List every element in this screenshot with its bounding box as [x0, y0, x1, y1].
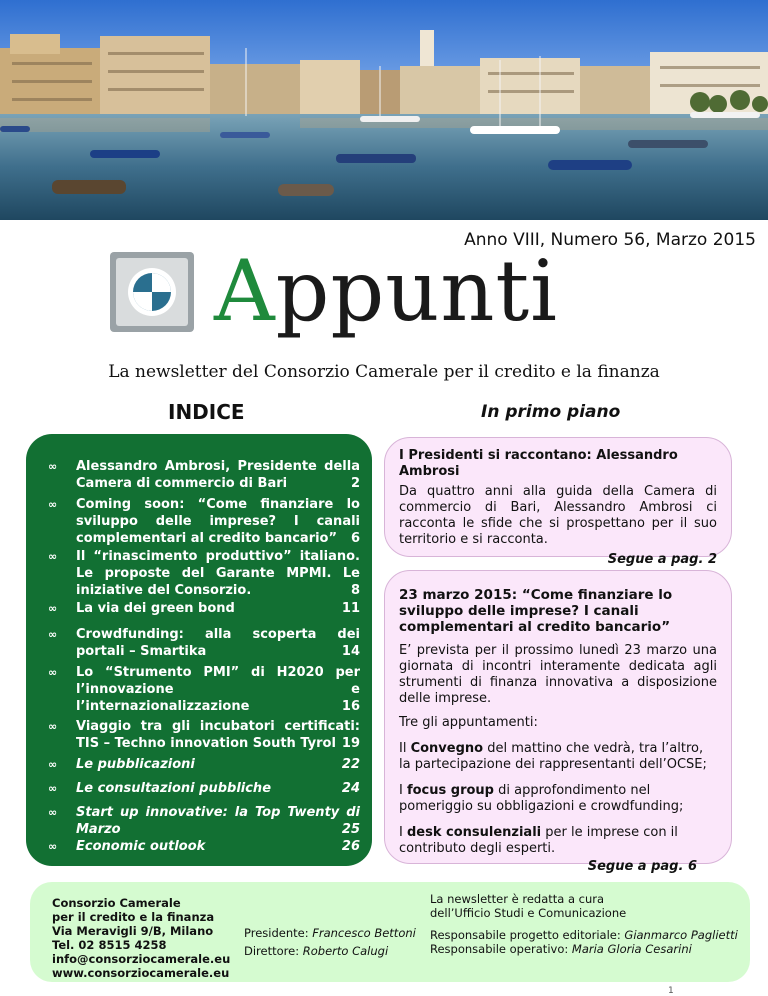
bullet-icon: ∞ — [48, 666, 58, 679]
index-item[interactable]: ∞ Alessandro Ambrosi, Presidente della Camera di commercio di Bari 2 — [48, 459, 360, 491]
index-item[interactable]: ∞ Coming soon: “Come finanziare lo sviluppo delle imprese? I canali complementari al credito bancario” 6 — [48, 497, 360, 546]
event-item: Il Convegno del mattino che vedrà, tra l’altro, la partecipazione dei rappresentanti dell’OCSE; — [399, 741, 707, 772]
website-link[interactable]: www.consorziocamerale.eu — [52, 966, 230, 980]
issue-info: Anno VIII, Numero 56, Marzo 2015 — [464, 230, 756, 250]
feature-body: Da quattro anni alla guida della Camera di commercio di Bari, Alessandro Ambrosi ci racconta le sfide che si prospettano per il suo territorio e si racconta. — [399, 484, 717, 547]
continue-link[interactable]: Segue a pag. 6 — [587, 859, 697, 874]
presidente-line: Presidente: Francesco Bettoni — [244, 926, 416, 940]
index-item[interactable]: ∞ Viaggio tra gli incubatori certificati: TIS – Techno innovation South Tyrol 19 — [48, 719, 360, 751]
page-number: 1 — [668, 986, 674, 996]
editorial-credits: La newsletter è redatta a cura dell’Ufficio Studi e Comunicazione Responsabile progetto editoriale: Gianmarco Paglietti Responsabile operativo: Maria Gloria Cesarini — [430, 892, 738, 956]
index-item[interactable]: ∞ Lo “Strumento PMI” di H2020 per l’innovazione e l’internazionalizzazione 16 — [48, 665, 360, 714]
direttore-line: Direttore: Roberto Calugi — [244, 944, 389, 958]
organization-contacts: Consorzio Camerale per il credito e la finanza Via Meravigli 9/B, Milano Tel. 02 8515 4258 info@consorziocamerale.eu www.consorziocamerale.eu — [52, 896, 231, 980]
editorial-manager: Responsabile progetto editoriale: Gianmarco Paglietti — [430, 928, 738, 942]
feature-intro: Tre gli appuntamenti: — [399, 715, 538, 730]
feature-box-convegno — [384, 570, 732, 874]
index-item[interactable]: ∞ Il “rinascimento produttivo” italiano. Le proposte del Garante MPMI. Le iniziative del Consorzio. 8 — [48, 549, 360, 598]
bullet-icon: ∞ — [48, 498, 58, 511]
index-item[interactable]: ∞ Economic outlook 26 — [48, 839, 360, 854]
index-panel — [26, 434, 372, 866]
bullet-icon: ∞ — [48, 840, 58, 853]
feature-title: 23 marzo 2015: “Come finanziare lo sviluppo delle imprese? I canali complementari al credito bancario” — [399, 587, 673, 635]
index-heading: INDICE — [168, 400, 245, 424]
harbor-photo — [0, 0, 768, 220]
bullet-icon: ∞ — [48, 460, 58, 473]
bullet-icon: ∞ — [48, 806, 58, 819]
title-rest: ppunti — [275, 242, 559, 340]
newsletter-title — [214, 242, 559, 340]
bullet-icon: ∞ — [48, 782, 58, 795]
title-initial: A — [214, 242, 276, 340]
bullet-icon: ∞ — [48, 550, 58, 563]
index-item[interactable]: ∞ Le consultazioni pubbliche 24 — [48, 781, 360, 796]
logo-icon — [110, 252, 194, 332]
bullet-icon: ∞ — [48, 602, 58, 615]
feature-title: I Presidenti si raccontano: Alessandro Ambrosi — [399, 448, 678, 479]
highlights-heading: In primo piano — [481, 402, 621, 422]
bullet-icon: ∞ — [48, 720, 58, 733]
footer — [30, 882, 750, 982]
event-item: I desk consulenziali per le imprese con il contributo degli esperti. — [399, 825, 678, 856]
index-item[interactable]: ∞ Le pubblicazioni 22 — [48, 757, 360, 772]
feature-body: E’ prevista per il prossimo lunedì 23 marzo una giornata di incontri interamente dedicata agli strumenti di finanza innovativa a disposizione delle imprese. — [399, 643, 717, 706]
tagline: La newsletter del Consorzio Camerale per il credito e la finanza — [108, 362, 660, 382]
index-item[interactable]: ∞ Start up innovative: la Top Twenty di Marzo 25 — [48, 805, 360, 837]
continue-link[interactable]: Segue a pag. 2 — [607, 552, 717, 567]
bullet-icon: ∞ — [48, 758, 58, 771]
event-item: I focus group di approfondimento nel pomeriggio su obbligazioni e crowdfunding; — [399, 783, 684, 814]
index-item[interactable]: ∞ La via dei green bond 11 — [48, 601, 360, 616]
feature-box-ambrosi — [384, 437, 732, 567]
bullet-icon: ∞ — [48, 628, 58, 641]
operative-manager: Responsabile operativo: Maria Gloria Cesarini — [430, 942, 692, 956]
email-link[interactable]: info@consorziocamerale.eu — [52, 952, 231, 966]
index-item[interactable]: ∞ Crowdfunding: alla scoperta dei portali – Smartika 14 — [48, 627, 360, 659]
management — [244, 926, 416, 958]
